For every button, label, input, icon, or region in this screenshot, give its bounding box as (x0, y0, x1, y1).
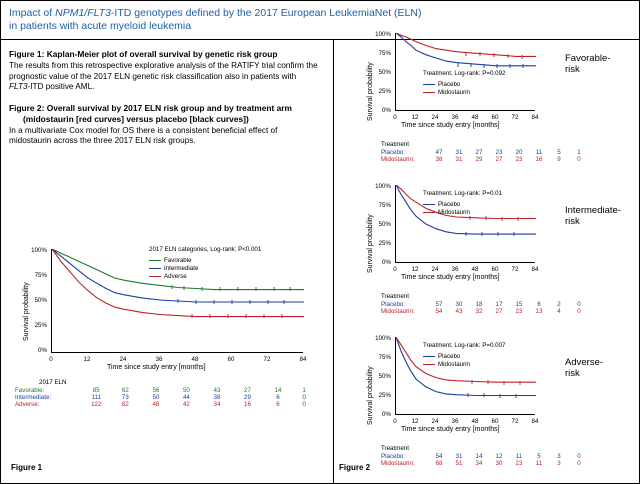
cell: 9 (557, 156, 561, 163)
figure2c-x-axis-label: Time since study entry [months] (401, 426, 500, 433)
cell: 5 (557, 149, 561, 156)
cell: 34 (213, 401, 221, 408)
figure2b-ytick-75: 75% (378, 202, 391, 209)
figure2c-legend (423, 341, 506, 368)
title-line1-part2: -ITD genotypes defined by the 2017 European LeukemiaNet (ELN) (110, 7, 422, 19)
figure2a-x-axis-label: Time since study entry [months] (401, 122, 500, 129)
figure2a-xtick-36: 36 (451, 114, 459, 121)
figure1-legend-title: 2017 ELN categories, Log-rank: P<0.001 (149, 246, 262, 253)
cell: 62 (121, 387, 129, 394)
figure2b-row-label-placebo: Placebo: (381, 301, 406, 308)
figure1-body-part1: The results from this retrospective explorative analysis of the RATIFY trial confirm the prognostic value of the 2017 ELN genetic risk classification also in patients with (9, 61, 318, 81)
cell: 85 (92, 387, 100, 394)
figure2b-legend-label-midostaurin: Midostaurin (438, 208, 470, 216)
cell: 0 (577, 460, 581, 467)
figure1-xtick-60: 60 (227, 356, 235, 363)
figure2a-legend-item-midostaurin (423, 88, 506, 96)
figure2b-chart (361, 179, 561, 289)
figure2b-xtick-60: 60 (491, 266, 499, 273)
table-row (15, 401, 315, 408)
cell: 56 (152, 387, 160, 394)
figure2b-ytick-25: 25% (378, 240, 391, 247)
title-line2: in patients with acute myeloid leukemia (9, 20, 192, 32)
figure2b-risk-table-header: Treatment (381, 293, 409, 300)
cell: 16 (244, 401, 251, 408)
cell: 0 (577, 453, 581, 460)
title-gene-name: NPM1/FLT3 (55, 7, 111, 19)
cell: 31 (455, 149, 463, 156)
figure2a-ytick-25: 25% (378, 88, 391, 95)
figure1-ytick-100: 100% (31, 247, 47, 254)
figure1-legend-label-intermediate: Intermediate (164, 264, 199, 272)
cell: 31 (455, 453, 463, 460)
cell: 42 (182, 401, 190, 408)
cell: 47 (435, 149, 443, 156)
table-row (381, 308, 589, 315)
figure2b-xtick-84: 84 (531, 266, 539, 273)
cell: 6 (276, 394, 280, 401)
figure1-chart (11, 233, 321, 371)
figure2a-legend-title: Treatment, Log-rank: P=0.092 (423, 70, 506, 77)
cell: 3 (557, 460, 561, 467)
cell: 13 (535, 308, 543, 315)
cell: 11 (515, 453, 523, 460)
figure2c-legend-title: Treatment, Log-rank: P=0.007 (423, 342, 506, 349)
cell: 68 (435, 460, 443, 467)
cell: 54 (435, 308, 443, 315)
cell: 27 (475, 149, 483, 156)
figure2c-row-label-placebo: Placebo: (381, 453, 406, 460)
figure1-xtick-84: 84 (299, 356, 307, 363)
legend-line-blue (423, 204, 435, 205)
table-row (381, 301, 589, 308)
figure2c-risk-group-title (565, 357, 639, 379)
figure1-legend-label-favorable: Favorable (164, 256, 192, 264)
figure2a-ytick-100: 100% (375, 31, 391, 38)
figure2c-ytick-75: 75% (378, 354, 391, 361)
figure2a-xtick-12: 12 (411, 114, 419, 121)
figure2b-risk-line2: risk (565, 216, 580, 227)
cell: 5 (537, 453, 541, 460)
figure1-xtick-48: 48 (191, 356, 199, 363)
cell: 11 (535, 460, 543, 467)
figure2a-xtick-84: 84 (531, 114, 539, 121)
figure2-heading-line1: Figure 2: Overall survival by 2017 ELN risk group and by treatment arm (9, 102, 292, 113)
figure2b-ytick-50: 50% (378, 221, 391, 228)
left-text-block (9, 49, 319, 157)
figure2c-risk-line2: risk (565, 368, 580, 379)
figure1-row-label-adverse: Adverse: (15, 401, 40, 408)
figure2a-ytick-0: 0% (382, 107, 391, 114)
figure1-xtick-36: 36 (155, 356, 163, 363)
figure2a-row-label-midostaurin: Midostaurin: (381, 156, 415, 163)
figure2a-risk-table (381, 141, 589, 163)
figure2c-risk-line1: Adverse- (565, 357, 604, 368)
cell: 54 (435, 453, 443, 460)
figure2c-y-axis-label: Survival probability (367, 366, 374, 425)
cell: 16 (535, 156, 543, 163)
figure2-heading-line2: (midostaurin [red curves] versus placebo [black curves]) (23, 113, 249, 124)
figure1-legend-label-adverse: Adverse (164, 272, 187, 280)
cell: 18 (475, 301, 483, 308)
figure2b-xtick-36: 36 (451, 266, 459, 273)
cell: 27 (495, 156, 503, 163)
cell: 43 (455, 308, 463, 315)
cell: 32 (475, 308, 483, 315)
cell: 51 (455, 460, 463, 467)
figure2b-y-axis-label: Survival probability (367, 214, 374, 273)
table-row (381, 156, 589, 163)
legend-line-blue (149, 268, 161, 269)
figure2b-xtick-48: 48 (471, 266, 479, 273)
figure2a-legend-label-midostaurin: Midostaurin (438, 88, 470, 96)
legend-line-blue (423, 356, 435, 357)
figure2b-xtick-12: 12 (411, 266, 419, 273)
figure2a-risk-group-title (565, 53, 639, 75)
figure1-heading: Figure 1: Kaplan-Meier plot of overall survival by genetic risk group (9, 49, 278, 59)
figure1-body (9, 61, 319, 93)
cell: 6 (276, 401, 280, 408)
cell: 1 (302, 387, 306, 394)
cell: 4 (557, 308, 561, 315)
figure2a-xtick-24: 24 (431, 114, 439, 121)
cell: 15 (515, 301, 523, 308)
figure2a-row-label-placebo: Placebo: (381, 149, 406, 156)
figure2b-x-axis-label: Time since study entry [months] (401, 274, 500, 281)
figure1-xtick-24: 24 (119, 356, 127, 363)
figure2b-risk-line1: Intermediate- (565, 205, 621, 216)
cell: 27 (495, 308, 503, 315)
title-line1-part1: Impact of (9, 7, 56, 19)
figure1-ytick-0: 0% (38, 347, 47, 354)
figure1-y-axis-label: Survival probability (23, 282, 30, 341)
cell: 50 (152, 394, 160, 401)
figure2b-legend-label-placebo: Placebo (438, 200, 461, 208)
figure1-ytick-25: 25% (34, 322, 47, 329)
figure1-body-gene: FLT3 (9, 82, 28, 91)
cell: 30 (495, 460, 503, 467)
legend-line-blue (423, 84, 435, 85)
cell: 0 (302, 394, 306, 401)
figure2c-legend-label-midostaurin: Midostaurin (438, 360, 470, 368)
cell: 23 (495, 149, 503, 156)
cell: 30 (455, 301, 463, 308)
figure2c-row-label-midostaurin: Midostaurin: (381, 460, 415, 467)
figure2c-xtick-12: 12 (411, 418, 419, 425)
figure2b-xtick-0: 0 (393, 266, 397, 273)
figure1-row-label-intermediate: Intermediate: (15, 394, 52, 401)
figure2a-xtick-60: 60 (491, 114, 499, 121)
cell: 111 (91, 394, 101, 401)
figure2b-xtick-72: 72 (511, 266, 519, 273)
figure2a-risk-line1: Favorable- (565, 53, 611, 64)
figure2c-xtick-72: 72 (511, 418, 519, 425)
cell: 23 (515, 308, 523, 315)
figure1-ytick-50: 50% (34, 297, 47, 304)
legend-line-green (149, 260, 161, 261)
figure2c-xtick-24: 24 (431, 418, 439, 425)
cell: 0 (577, 308, 581, 315)
figure2a-ytick-50: 50% (378, 69, 391, 76)
figure2a-xtick-48: 48 (471, 114, 479, 121)
figure2c-risk-table (381, 445, 589, 467)
figure2-heading (9, 103, 319, 125)
figure2b-ytick-100: 100% (375, 183, 391, 190)
cell: 23 (515, 460, 523, 467)
table-row (15, 394, 315, 401)
cell: 57 (435, 301, 443, 308)
figure2a-xtick-72: 72 (511, 114, 519, 121)
legend-line-red (423, 364, 435, 365)
legend-line-red (423, 212, 435, 213)
figure2b-legend-item-midostaurin (423, 208, 502, 216)
cell: 0 (302, 401, 306, 408)
cell: 3 (557, 453, 561, 460)
cell: 2 (557, 301, 561, 308)
table-row (381, 149, 589, 156)
cell: 73 (121, 394, 129, 401)
figure2a-risk-table-header: Treatment (381, 141, 409, 148)
cell: 48 (152, 401, 160, 408)
figure1-legend (149, 245, 261, 280)
figure2c-ytick-0: 0% (382, 411, 391, 418)
figure1-xtick-72: 72 (263, 356, 271, 363)
figure2c-ytick-100: 100% (375, 335, 391, 342)
cell: 122 (91, 401, 102, 408)
cell: 44 (182, 394, 190, 401)
figure2c-ytick-25: 25% (378, 392, 391, 399)
cell: 82 (121, 401, 129, 408)
figure2b-legend-title: Treatment, Log-rank: P=0.01 (423, 190, 503, 197)
figure2c-legend-label-placebo: Placebo (438, 352, 461, 360)
cell: 17 (495, 301, 503, 308)
cell: 0 (577, 156, 581, 163)
figure2c-legend-item-midostaurin (423, 360, 506, 368)
cell: 23 (515, 156, 523, 163)
figure2-label: Figure 2 (339, 463, 371, 472)
legend-line-red (149, 276, 161, 277)
figure2a-risk-line2: risk (565, 64, 580, 75)
figure2a-y-axis-label: Survival probability (367, 62, 374, 121)
figure2c-xtick-0: 0 (393, 418, 397, 425)
cell: 14 (475, 453, 483, 460)
figure2a-legend (423, 69, 506, 96)
figure1-row-label-favorable: Favorable: (15, 387, 45, 394)
figure2b-legend (423, 189, 502, 216)
cell: 6 (537, 301, 541, 308)
figure2b-ytick-0: 0% (382, 259, 391, 266)
cell: 0 (577, 301, 581, 308)
figure1-xtick-12: 12 (83, 356, 91, 363)
table-row (15, 387, 315, 394)
figure2a-legend-label-placebo: Placebo (438, 80, 461, 88)
figure1-label: Figure 1 (11, 463, 43, 472)
figure2a-chart (361, 27, 561, 137)
figure1-ytick-75: 75% (34, 272, 47, 279)
figure1-risk-table-header: 2017 ELN (39, 379, 67, 386)
cell: 29 (244, 394, 251, 401)
cell: 14 (274, 387, 282, 394)
figure2b-xtick-24: 24 (431, 266, 439, 273)
cell: 34 (475, 460, 483, 467)
figure1-body-part2: -ITD positive AML. (27, 82, 95, 91)
figure2b-risk-table (381, 293, 589, 315)
table-row (381, 460, 589, 467)
cell: 11 (535, 149, 543, 156)
figure2c-risk-table-header: Treatment (381, 445, 409, 452)
cell: 1 (577, 149, 581, 156)
figure1-legend-item-adverse (149, 272, 261, 280)
figure1-x-axis-label: Time since study entry [months] (107, 364, 206, 371)
figure2b-row-label-midostaurin: Midostaurin: (381, 308, 415, 315)
figure2c-xtick-48: 48 (471, 418, 479, 425)
figure2b-risk-group-title (565, 205, 640, 227)
figure2c-xtick-84: 84 (531, 418, 539, 425)
figure2c-chart (361, 331, 561, 441)
figure2a-xtick-0: 0 (393, 114, 397, 121)
cell: 31 (455, 156, 463, 163)
table-row (381, 453, 589, 460)
cell: 12 (495, 453, 503, 460)
figure2a-ytick-75: 75% (378, 50, 391, 57)
cell: 50 (182, 387, 190, 394)
figure1-xtick-0: 0 (49, 356, 53, 363)
cell: 38 (213, 394, 221, 401)
cell: 27 (244, 387, 251, 394)
column-divider (333, 40, 334, 484)
figure2-body: In a multivariate Cox model for OS there is a consistent beneficial effect of midostaurin across the three 2017 ELN risk groups. (9, 125, 278, 145)
figure2c-ytick-50: 50% (378, 373, 391, 380)
cell: 38 (435, 156, 443, 163)
cell: 29 (475, 156, 483, 163)
cell: 20 (515, 149, 523, 156)
figure2c-xtick-60: 60 (491, 418, 499, 425)
figure1-risk-table (15, 379, 315, 408)
legend-line-red (423, 92, 435, 93)
cell: 43 (213, 387, 221, 394)
figure2c-xtick-36: 36 (451, 418, 459, 425)
